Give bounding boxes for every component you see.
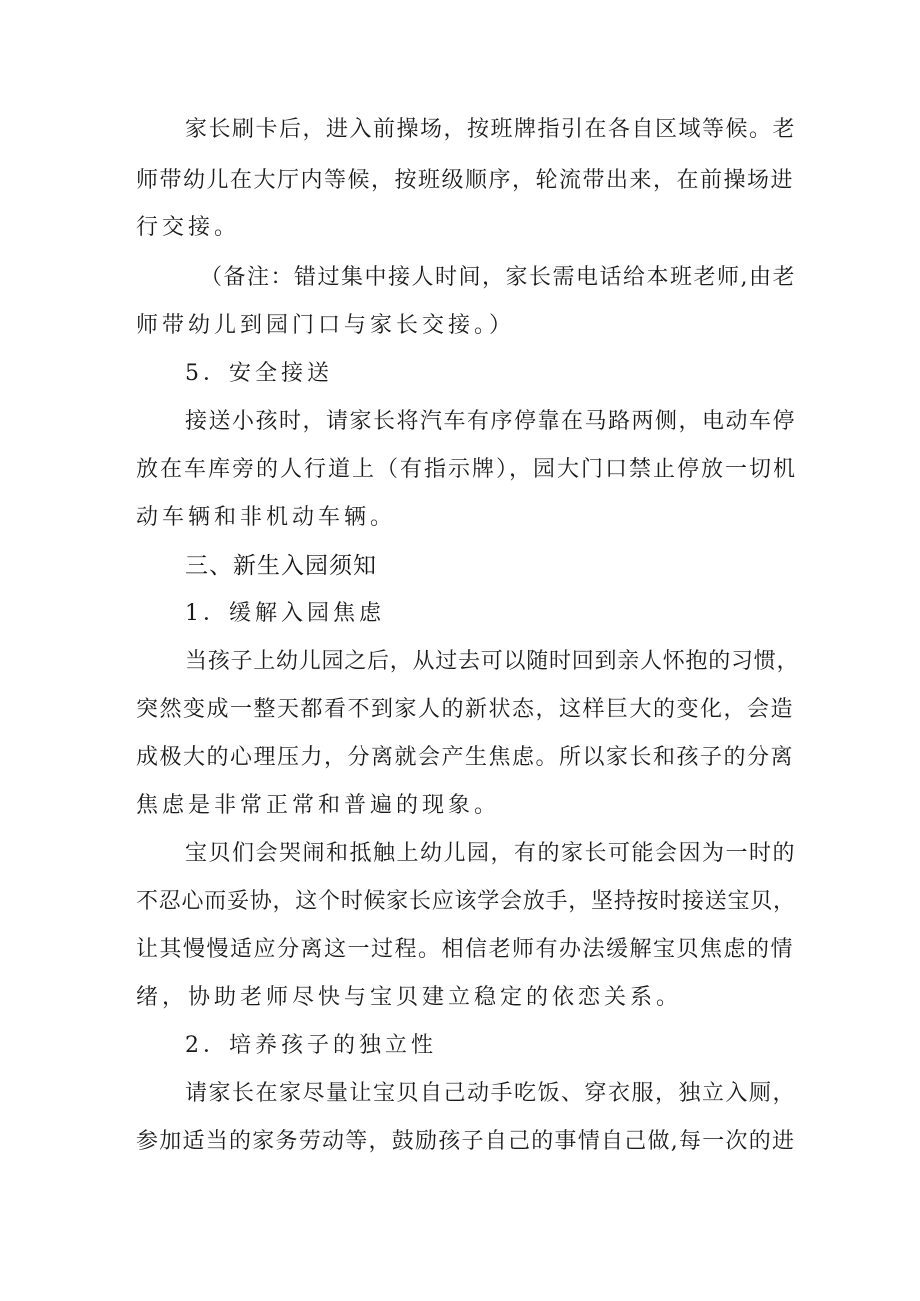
section-item-heading: 1．缓解入园焦虑: [185, 601, 385, 626]
paragraph-line: 动车辆和非机动车辆。: [136, 505, 397, 530]
paragraph-line: 接送小孩时，请家长将汽车有序停靠在马路两侧，电动车停: [185, 409, 797, 434]
paragraph-line: 让其慢慢适应分离这一过程。相信老师有办法缓解宝贝焦虑的情: [136, 937, 795, 962]
paragraph-line: 宝贝们会哭闹和抵触上幼儿园，有的家长可能会因为一时的: [185, 841, 797, 866]
paragraph-line: 师带幼儿在大厅内等候，按班级顺序，轮流带出来，在前操场进: [136, 168, 795, 193]
paragraph-line: 行交接。: [136, 215, 241, 240]
section-heading: 三、新生入园须知: [185, 553, 377, 579]
paragraph-line: 放在车库旁的人行道上（有指示牌），园大门口禁止停放一切机: [136, 457, 798, 482]
paragraph-line: 当孩子上幼儿园之后，从过去可以随时回到亲人怀抱的习惯，: [185, 649, 800, 674]
paragraph-line: 请家长在家尽量让宝贝自己动手吃饭、穿衣服，独立入厕，: [185, 1081, 797, 1106]
paragraph-line: 参加适当的家务劳动等，鼓励孩子自己的事情自己做,每一次的进: [136, 1129, 796, 1154]
note-line: （备注：错过集中接人时间，家长需电话给本班老师,由老: [200, 265, 796, 290]
paragraph-line: 绪，协助老师尽快与宝贝建立稳定的依恋关系。: [136, 985, 683, 1010]
section-item-heading: 2．培养孩子的独立性: [185, 1033, 437, 1058]
section-item-heading: 5．安全接送: [185, 361, 333, 386]
paragraph-line: 成极大的心理压力，分离就会产生焦虑。所以家长和孩子的分离: [136, 745, 795, 770]
note-line: 师带幼儿到园门口与家长交接。）: [136, 313, 516, 338]
paragraph-line: 突然变成一整天都看不到家人的新状态，这样巨大的变化，会造: [136, 697, 795, 722]
paragraph-line: 家长刷卡后，进入前操场，按班牌指引在各自区域等候。老: [185, 117, 797, 142]
paragraph-line: 焦虑是非常正常和普遍的现象。: [136, 793, 501, 818]
paragraph-line: 不忍心而妥协，这个时候家长应该学会放手，坚持按时接送宝贝，: [136, 889, 796, 914]
